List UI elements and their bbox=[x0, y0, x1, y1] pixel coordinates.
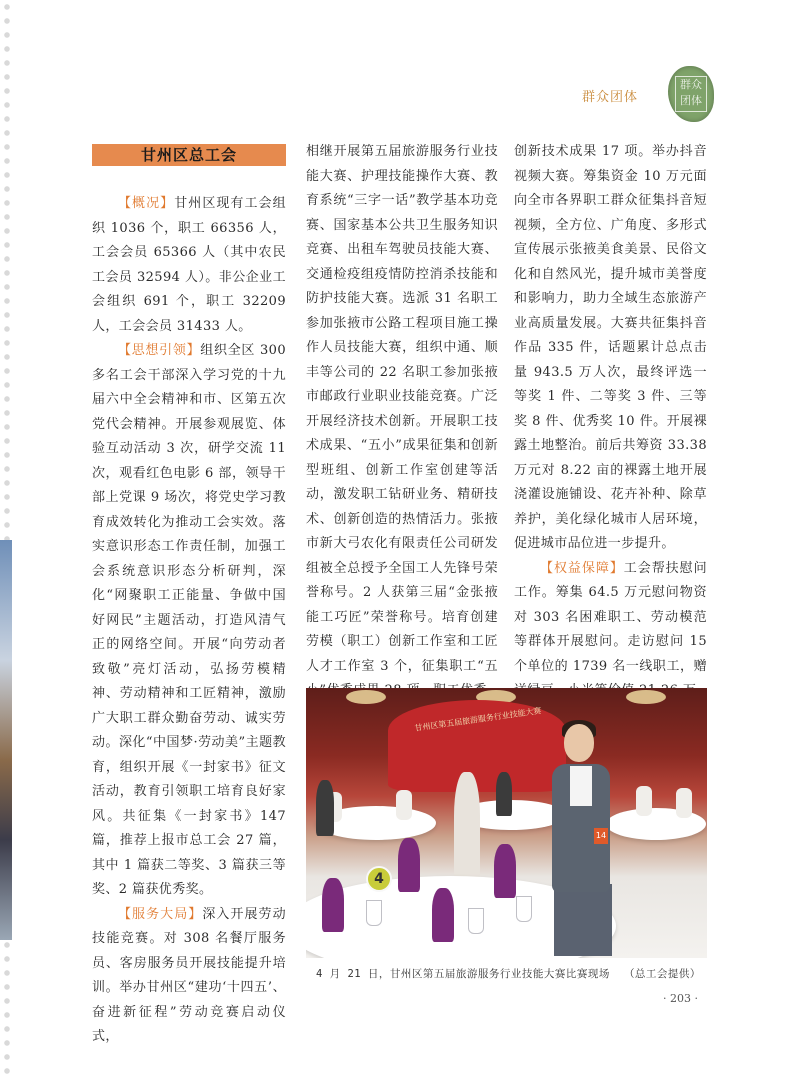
article-column-1 bbox=[92, 140, 286, 1050]
caption-text: 4 月 21 日，甘州区第五届旅游服务行业技能大赛比赛现场 bbox=[316, 968, 610, 980]
paragraph-ideology bbox=[92, 339, 286, 903]
photo-caption bbox=[316, 966, 701, 981]
section-label: 群众团体 bbox=[582, 90, 639, 105]
overview-text: 甘州区现有工会组织 1036 个，职工 66356 人，工会会员 65366 人（其中农民工会员 32594 人）。非公企业工会组织 691 个，职工 32209 人，工会会员 31433 人。 bbox=[92, 196, 286, 334]
competition-photo bbox=[306, 688, 707, 958]
folded-napkin bbox=[322, 878, 344, 932]
tag-overview: 【概况】 bbox=[118, 196, 175, 211]
tag-rights: 【权益保障】 bbox=[540, 560, 624, 576]
waitress bbox=[544, 724, 628, 956]
column-2-text: 相继开展第五届旅游服务行业技能大赛、护理技能操作大赛、教育系统“三字一话”教学基本功竞赛、国家基本公共卫生服务知识竞赛、出租车驾驶员技能大赛、交通检疫组疫情防控消杀技能和防护技能大赛。选派 31 名职工参加张掖市公路工程项目施工操作人员技能大赛，组织中通、顺丰等公司的 22 名职工参加张掖市邮政行业职业技能竞赛。广泛开展经济技术创新。开展职工技术成果、“五小”成果征集和创新型班组、创新工作室创建等活动，激发职工钻研业务、精研技术、创新创造的热情活力。张掖市新大弓农化有限责任公司研发组被全总授予全国工人先锋号荣誉称号。2 人获第三届“金张掖能工巧匠”荣誉称号。培育创建劳模（职工）创新工作室和工匠人才工作室 3 个，征集职工“五 bbox=[306, 144, 498, 674]
column-3-text: 创新技术成果 17 项。举办抖音视频大赛。筹集资金 10 万元面向全市各界职工群众征集抖音短视频，全方位、广角度、多形式宣传展示张掖美食美景、民俗文化和自然风光，提升城市美誉度和影响力，助力全域生态旅游产业高质量发展。大赛共征集抖音作品 335 件，话题累计总点击量 943.5 万人次，最终评选一等奖 1 件、二等奖 3 件、三等奖 8 件、优秀奖 10 件。开展裸露土地整治。前后共筹资 33.38 万元对 8.22 亩的裸露土地开展浇灌设施铺设、花卉补种、除草养护，美化绿化城市人居环境，促进城市品位进一步提升。 bbox=[514, 144, 707, 551]
ceiling-light bbox=[626, 690, 666, 704]
waitress-skirt bbox=[554, 884, 612, 956]
caption-credit: （总工会提供） bbox=[623, 968, 701, 980]
waitress-head bbox=[564, 724, 594, 762]
tag-ideology: 【思想引领】 bbox=[118, 343, 201, 358]
table-number-badge: 4 bbox=[366, 866, 392, 892]
chair bbox=[396, 790, 412, 820]
ceiling-light bbox=[346, 690, 386, 704]
chair bbox=[636, 786, 652, 816]
service-text: 深入开展劳动技能竞赛。对 308 名餐厅服务员、客房服务员开展技能提升培训。举办甘州区“建功‘十四五’、奋进新征程”劳动竞赛启动仪式， bbox=[92, 906, 286, 1044]
article-column-2 bbox=[306, 140, 498, 704]
chair bbox=[676, 788, 692, 818]
person bbox=[454, 772, 480, 882]
folded-napkin bbox=[398, 838, 420, 892]
edge-photo-strip bbox=[0, 540, 12, 940]
article-column-3 bbox=[514, 140, 707, 704]
article-title: 甘州区总工会 bbox=[92, 144, 286, 166]
paragraph-service bbox=[92, 903, 286, 1050]
folded-napkin bbox=[432, 888, 454, 942]
folded-napkin bbox=[494, 844, 516, 898]
seal-stamp-icon bbox=[668, 66, 714, 122]
wine-glass bbox=[468, 908, 484, 934]
wine-glass bbox=[366, 900, 382, 926]
person bbox=[316, 780, 334, 836]
seal-text: 群众 团体 bbox=[675, 76, 707, 112]
banner-text: 甘州区第五届旅游服务行业技能大赛 bbox=[413, 706, 543, 733]
paragraph-rights bbox=[514, 557, 707, 704]
waitress-shirt bbox=[570, 766, 592, 806]
tag-service: 【服务大局】 bbox=[118, 906, 203, 922]
rights-text: 工会帮扶慰问工作。筹集 64.5 万元慰问物资对 303 名困难职工、劳动模范等群体开展慰问。走访慰问 15 个单位的 1739 名一线职工，赠 bbox=[514, 560, 707, 674]
wine-glass bbox=[516, 896, 532, 922]
contestant-number: 14 bbox=[594, 828, 608, 844]
paragraph-overview bbox=[92, 192, 286, 339]
ideology-text: 组织全区 300 多名工会干部深入学习党的十九届六中全会精神和市、区第五次党代会精神。开展参观展览、体验互动活动 3 次，研学交流 11 次，观看红色电影 6 部，领导干部上党课 9 场次，将党史学习教育成效转化为推动工会实效。落实意识形态工作责任制，加强工会系统意识形态分析研判，深化“网聚职工正能量、争做中国好网民”主题活动，打造风清气正的网络空间。开展“向劳动者致敬”亮灯活动，弘扬劳模精神、劳动精神和工匠精神，激励广大职工群众勤奋劳动、诚实劳动。深化“中国梦·劳动美”主题教育，组织开展《一封家书》征文活动，教育引领职工培育良好家风。共征集《一封家书》147 篇，推荐上报市总工会 27 篇，其中 1 篇获二等奖、3 篇获三等奖、2 篇获优秀奖。 bbox=[92, 343, 286, 897]
person bbox=[496, 772, 512, 816]
page-number: · 203 · bbox=[663, 992, 698, 1005]
